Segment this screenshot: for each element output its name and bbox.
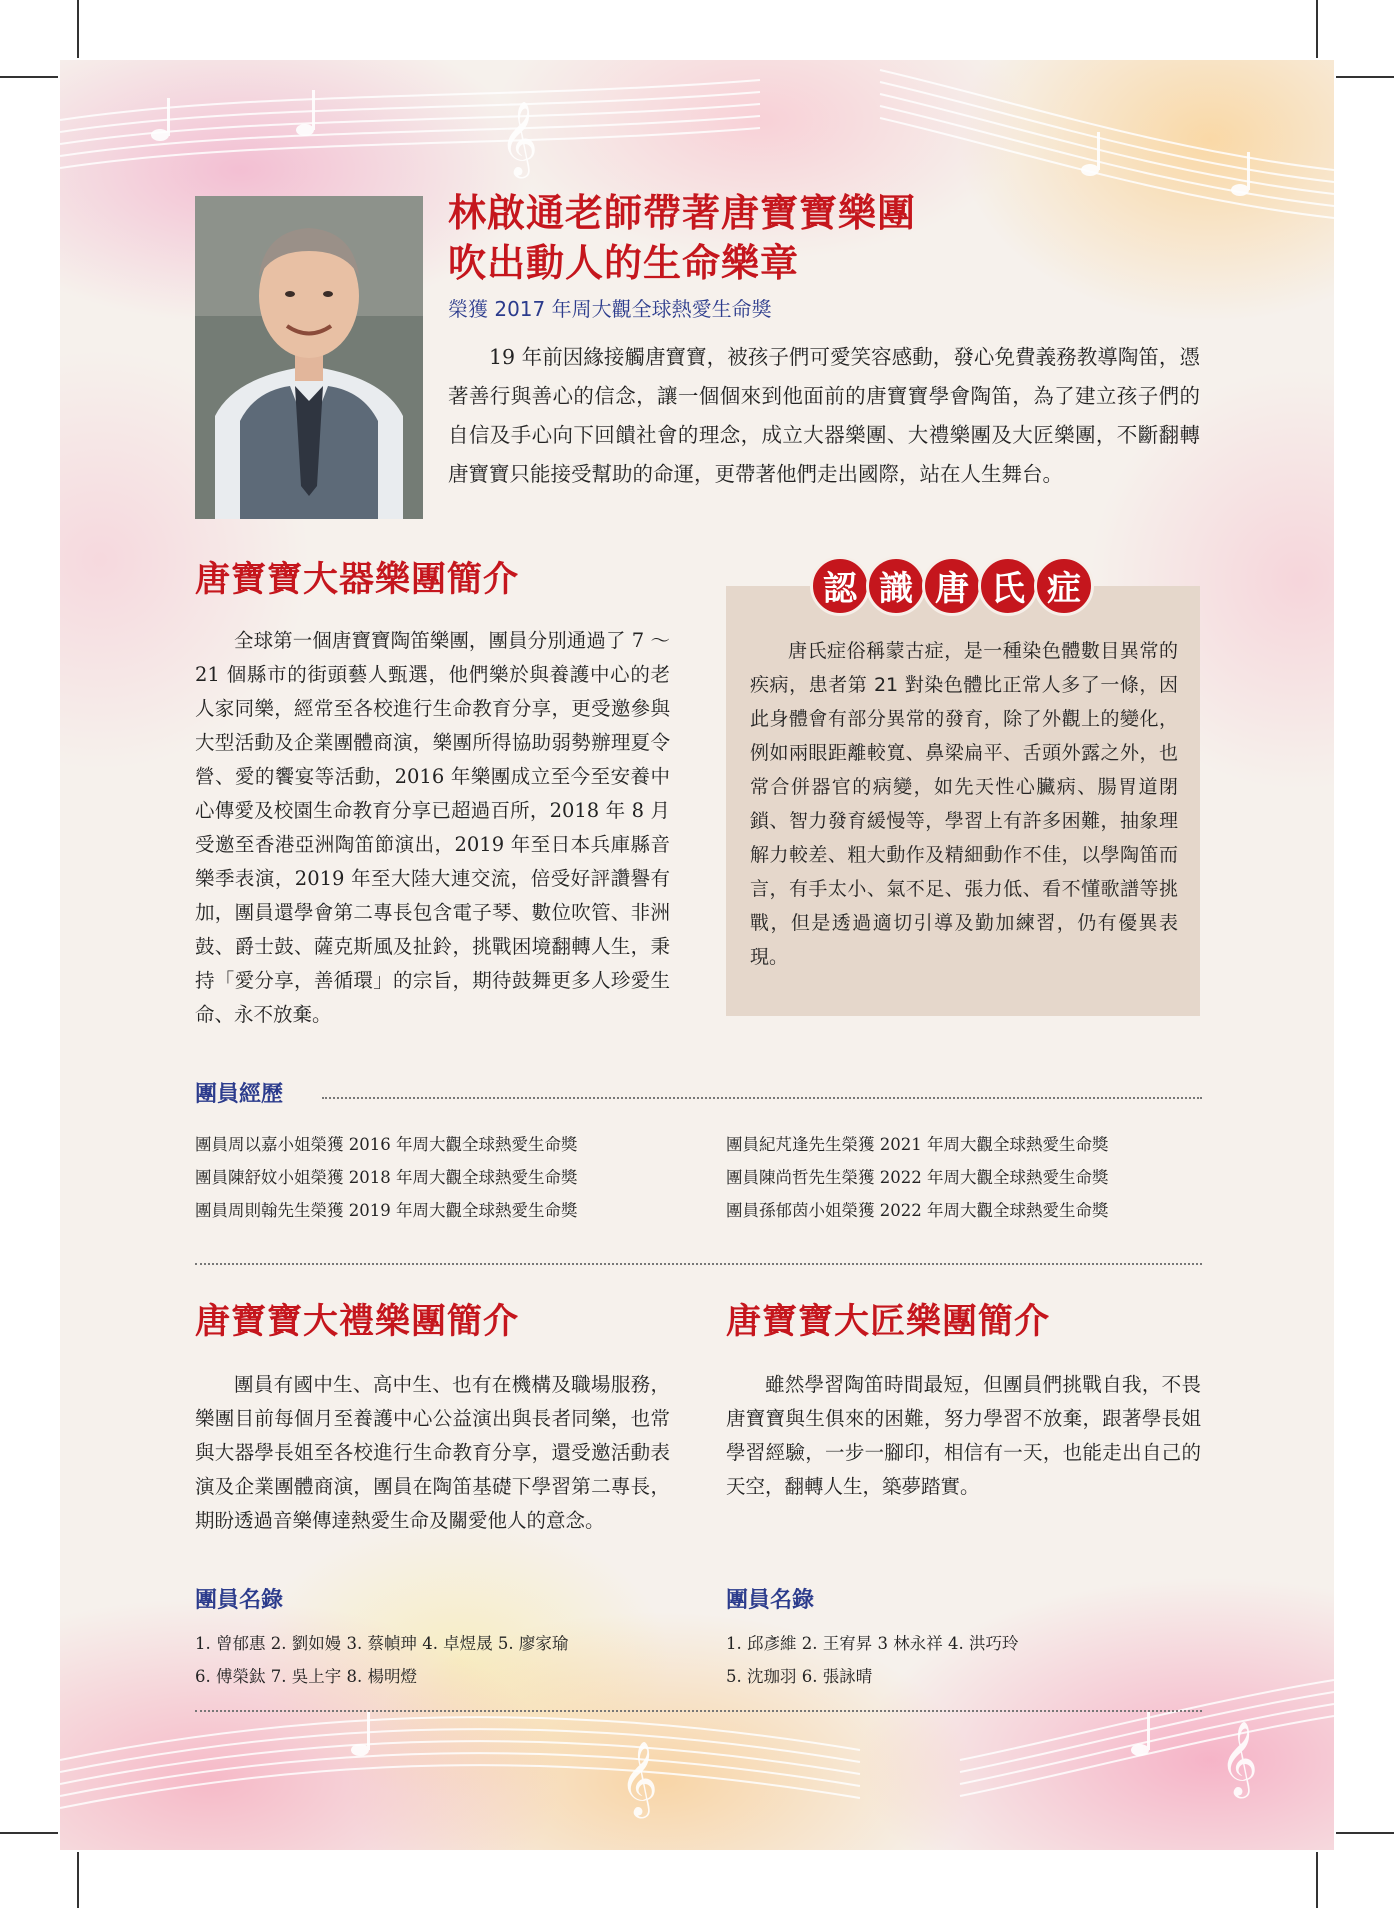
- crop-mark: [1316, 1852, 1318, 1908]
- crop-mark: [77, 1852, 79, 1908]
- down-syndrome-paragraph: 唐氏症俗稱蒙古症，是一種染色體數目異常的疾病，患者第 21 對染色體比正常人多了一條，因此身體會有部分異常的發育，除了外觀上的變化，例如兩眼距離較寬、鼻梁扁平、舌頭外露之外，也常合併器官的病變，如先天性心臟病、腸胃道閉鎖、智力發育緩慢等，學習上有許多困難，抽象理解力較差、粗大動作及精細動作不佳，以學陶笛而言，有手太小、氣不足、張力低、看不懂歌譜等挑戰，但是透過適切引導及勤加練習，仍有優異表現。: [750, 640, 1178, 968]
- crop-mark: [1336, 1832, 1394, 1834]
- dajiang-paragraph: 雖然學習陶笛時間最短，但團員們挑戰自我，不畏唐寶寶與生俱來的困難，努力學習不放棄，跟著學長姐學習經驗，一步一腳印，相信有一天，也能走出自己的天空，翻轉人生，築夢踏實。: [726, 1373, 1201, 1498]
- crop-mark: [77, 0, 79, 58]
- list-item: 團員紀芃逢先生榮獲 2021 年周大觀全球熱愛生命獎: [726, 1135, 1109, 1154]
- list-item: 團員周則翰先生榮獲 2019 年周大觀全球熱愛生命獎: [195, 1201, 578, 1220]
- dali-heading: 唐寶寶大禮樂團簡介: [195, 1302, 520, 1342]
- members-history-right: [726, 1128, 1206, 1227]
- divider: [195, 1710, 1202, 1712]
- svg-text:𝄞: 𝄞: [1220, 1722, 1258, 1796]
- badge-char: 認: [810, 556, 870, 616]
- badge-char: 識: [866, 556, 926, 616]
- portrait-photo: [195, 196, 423, 519]
- crop-mark: [0, 1832, 58, 1834]
- dali-roster-heading: 團員名錄: [195, 1588, 284, 1613]
- daqi-paragraph: 全球第一個唐寶寶陶笛樂團，團員分別通過了 7 ～ 21 個縣市的街頭藝人甄選，他們樂於與養護中心的老人家同樂，經常至各校進行生命教育分享，更受邀參與大型活動及企業團體商演，樂團所得協助弱勢辦理夏令營、愛的饗宴等活動，2016 年樂團成立至今至安養中心傳愛及校園生命教育分享已超過百所，2018 年 8 月受邀至香港亞洲陶笛節演出，2019 年至日本兵庫縣音樂季表演，2019 年至大陸大連交流，倍受好評讚譽有加，團員還學會第二專長包含電子琴、數位吹管、非洲鼓、爵士鼓、薩克斯風及扯鈴，挑戰困境翻轉人生，秉持「愛分享，善循環」的宗旨，期待鼓舞更多人珍愛生命、永不放棄。: [195, 629, 670, 1026]
- page-title: [448, 188, 1268, 288]
- members-history-heading: 團員經歷: [195, 1082, 284, 1107]
- dali-roster: [195, 1627, 675, 1693]
- divider: [322, 1097, 1202, 1099]
- award-subtitle: 榮獲 2017 年周大觀全球熱愛生命獎: [448, 297, 772, 321]
- crop-mark: [1316, 0, 1318, 58]
- roster-line: 5. 沈珈羽 6. 張詠晴: [726, 1667, 873, 1686]
- dajiang-roster: [726, 1627, 1206, 1693]
- crop-mark: [1336, 76, 1394, 78]
- roster-line: 1. 邱彥維 2. 王宥昇 3 林永祥 4. 洪巧玲: [726, 1634, 1019, 1653]
- roster-line: 1. 曾郁惠 2. 劉如嫚 3. 蔡幀珅 4. 卓煜晟 5. 廖家瑜: [195, 1634, 569, 1653]
- title-line-2: 吹出動人的生命樂章: [448, 241, 800, 285]
- list-item: 團員陳舒妏小姐榮獲 2018 年周大觀全球熱愛生命獎: [195, 1168, 578, 1187]
- badge-char: 氏: [978, 556, 1038, 616]
- intro-paragraph: 19 年前因緣接觸唐寶寶，被孩子們可愛笑容感動，發心免費義務教導陶笛，憑著善行與善心的信念，讓一個個來到他面前的唐寶寶學會陶笛，為了建立孩子們的自信及手心向下回饋社會的理念，成立大器樂團、大禮樂團及大匠樂團，不斷翻轉唐寶寶只能接受幫助的命運，更帶著他們走出國際，站在人生舞台。: [448, 345, 1200, 486]
- divider: [195, 1263, 1202, 1265]
- page: [60, 60, 1334, 1850]
- roster-line: 6. 傅榮鈦 7. 吳上宇 8. 楊明燈: [195, 1667, 417, 1686]
- svg-text:𝄞: 𝄞: [500, 102, 538, 176]
- dajiang-roster-heading: 團員名錄: [726, 1588, 815, 1613]
- dali-paragraph: 團員有國中生、高中生、也有在機構及職場服務，樂團目前每個月至養護中心公益演出與長者同樂，也常與大器學長姐至各校進行生命教育分享，還受邀活動表演及企業團體商演，團員在陶笛基礎下學習第二專長，期盼透過音樂傳達熱愛生命及關愛他人的意念。: [195, 1373, 670, 1532]
- svg-text:𝄞: 𝄞: [620, 1742, 658, 1816]
- daqi-heading: 唐寶寶大器樂團簡介: [195, 560, 520, 600]
- title-line-1: 林啟通老師帶著唐寶寶樂團: [448, 191, 917, 235]
- dajiang-heading: 唐寶寶大匠樂團簡介: [726, 1302, 1051, 1342]
- down-syndrome-badges: [810, 556, 1094, 620]
- members-history-left: [195, 1128, 695, 1227]
- list-item: 團員孫郁茵小姐榮獲 2022 年周大觀全球熱愛生命獎: [726, 1201, 1109, 1220]
- crop-mark: [0, 76, 58, 78]
- list-item: 團員周以嘉小姐榮獲 2016 年周大觀全球熱愛生命獎: [195, 1135, 578, 1154]
- badge-char: 症: [1034, 556, 1094, 616]
- list-item: 團員陳尚哲先生榮獲 2022 年周大觀全球熱愛生命獎: [726, 1168, 1109, 1187]
- badge-char: 唐: [922, 556, 982, 616]
